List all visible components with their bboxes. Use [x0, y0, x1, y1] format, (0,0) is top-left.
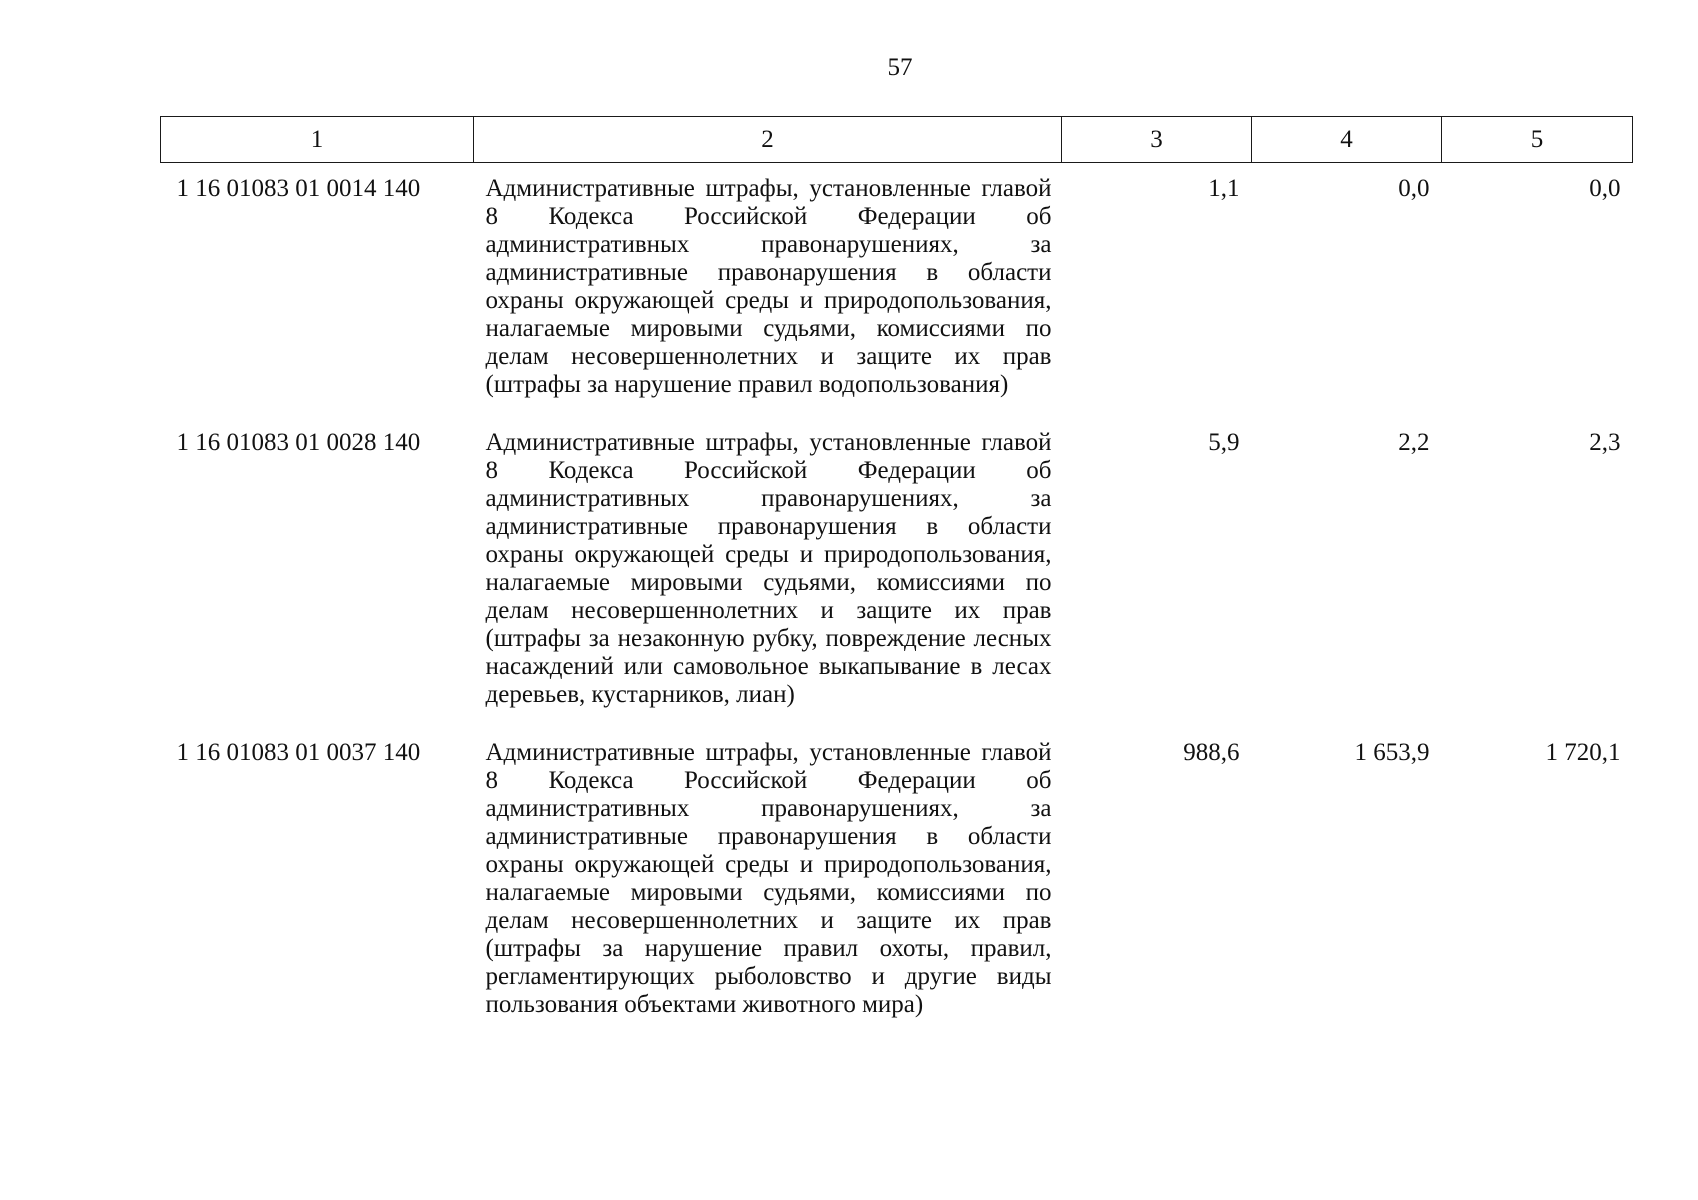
budget-code-cell: 1 16 01083 01 0014 140 — [176, 175, 421, 202]
column-header-1: 1 — [161, 117, 474, 163]
column-header-3: 3 — [1062, 117, 1252, 163]
description-cell: Административные штрафы, установленные главой 8 Кодекса Российской Федерации об административных правонарушениях, за административные правонарушения в области охраны окружающей среды и природопользования, налагаемые мировыми судьями, комиссиями по делам несовершеннолетних и защите их прав (штрафы за незаконную рубку, повреждение лесных насаждений или самовольное выкапывание в лесах деревьев, кустарников, лиан) — [485, 429, 1052, 708]
column-header-4: 4 — [1252, 117, 1442, 163]
value-cell-col4: 0,0 — [1398, 175, 1430, 202]
description-cell: Административные штрафы, установленные главой 8 Кодекса Российской Федерации об административных правонарушениях, за административные правонарушения в области охраны окружающей среды и природопользования, налагаемые мировыми судьями, комиссиями по делам несовершеннолетних и защите их прав (штрафы за нарушение правил водопользования) — [485, 175, 1052, 398]
value-cell-col3: 5,9 — [1208, 429, 1240, 456]
value-cell-col5: 2,3 — [1589, 429, 1621, 456]
description-cell: Административные штрафы, установленные главой 8 Кодекса Российской Федерации об административных правонарушениях, за административные правонарушения в области охраны окружающей среды и природопользования, налагаемые мировыми судьями, комиссиями по делам несовершеннолетних и защите их прав (штрафы за нарушение правил охоты, правил, регламентирующих рыболовство и другие виды пользования объектами животного мира) — [485, 739, 1052, 1018]
value-cell-col3: 988,6 — [1183, 739, 1240, 766]
budget-code-cell: 1 16 01083 01 0037 140 — [176, 739, 421, 766]
table-row — [161, 163, 1633, 418]
page-number: 57 — [887, 54, 913, 81]
table-row — [161, 417, 1633, 727]
value-cell-col4: 2,2 — [1398, 429, 1430, 456]
value-cell-col4: 1 653,9 — [1354, 739, 1430, 766]
table-row — [161, 727, 1633, 1037]
budget-table — [160, 116, 1633, 1037]
value-cell-col3: 1,1 — [1208, 175, 1240, 202]
budget-code-cell: 1 16 01083 01 0028 140 — [176, 429, 421, 456]
column-header-5: 5 — [1442, 117, 1633, 163]
value-cell-col5: 1 720,1 — [1545, 739, 1621, 766]
value-cell-col5: 0,0 — [1589, 175, 1621, 202]
column-header-2: 2 — [474, 117, 1062, 163]
table-header-row — [161, 117, 1633, 163]
